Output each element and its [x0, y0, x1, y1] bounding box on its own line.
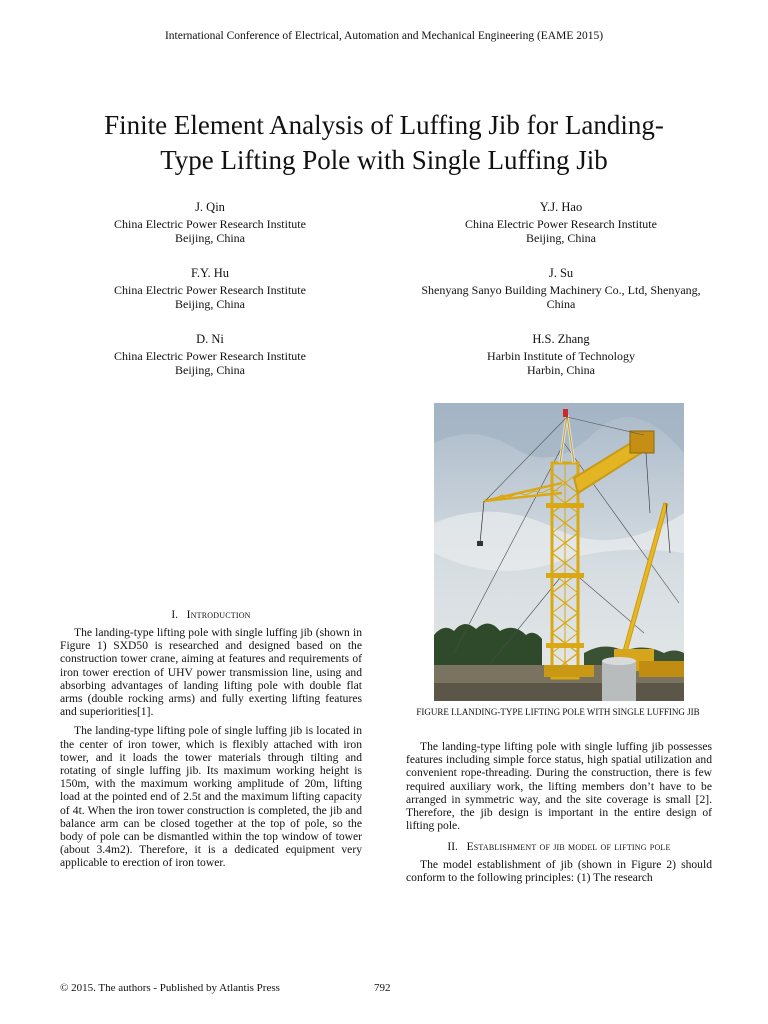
author-affiliation: China Electric Power Research Institute: [114, 283, 306, 297]
ground-shadow: [434, 683, 684, 701]
footer-copyright: © 2015. The authors - Published by Atlantis Press: [60, 982, 280, 994]
intro-paragraph-1: The landing-type lifting pole with single luffing jib (shown in Figure 1) SXD50 is researched and designed based on the construction tower crane, aiming at features and requirements of iron tower erection of UHV power transmission line, using and absorbing advantages of landing lifting pole with double flat arms (double rocking arms) and fully exerting lifting features and superiorities[1].: [60, 626, 362, 719]
flag-marker: [563, 409, 568, 417]
author-affiliation: China Electric Power Research Institute: [114, 349, 306, 363]
section-1-title: Introduction: [186, 609, 251, 621]
title-line-1: Finite Element Analysis of Luffing Jib for Landing-: [104, 110, 664, 140]
author-name: D. Ni: [196, 332, 224, 346]
author-location: Beijing, China: [526, 231, 596, 245]
left-column-body: [60, 626, 362, 870]
section-2-heading: [406, 841, 712, 853]
author-affiliation: Harbin Institute of Technology: [487, 349, 635, 363]
section-1-heading: [60, 609, 362, 621]
author-block-4: [408, 266, 714, 311]
author-block-1: [60, 200, 360, 245]
author-name: F.Y. Hu: [190, 266, 230, 280]
section-2-title: Establishment of jib model of lifting pole: [466, 841, 671, 853]
author-name: J. Su: [548, 266, 574, 280]
page-number: 792: [374, 982, 391, 994]
author-block-6: [408, 332, 714, 377]
crane-photo-illustration: [434, 403, 684, 701]
author-location: Beijing, China: [175, 231, 245, 245]
author-name: Y.J. Hao: [539, 200, 583, 214]
right-column-body: [406, 740, 712, 832]
author-location: Beijing, China: [175, 297, 245, 311]
figure-1-caption: FIGURE I.LANDING-TYPE LIFTING POLE WITH SINGLE LUFFING JIB: [416, 707, 700, 717]
right-paragraph-2: The model establishment of jib (shown in Figure 2) should conform to the following principles: (1) The research: [406, 858, 712, 885]
author-name: H.S. Zhang: [532, 332, 590, 346]
author-location: Beijing, China: [175, 363, 245, 377]
author-block-5: [60, 332, 360, 377]
right-column-body-2: [406, 858, 712, 884]
title-line-2: Type Lifting Pole with Single Luffing Jib: [160, 145, 608, 175]
intro-paragraph-2: The landing-type lifting pole of single luffing jib is located in the center of iron tower, which is flexibly attached with iron tower, and it loads the tower materials through tilting and rotating of single luffing jib. Its maximum working height is 150m, with the maximum working amplitude of 20m, lifting load at the pointed end of 2.5t and the maximum lifting capacity of 4t. When the iron tower construction is completed, the jib and balance arm can be closed together at the top of pole, so the body of pole can be dismantled within the top window of tower (about 3.4m2). Therefore, it is a dedicated equipment very applicable to erection of iron tower.: [60, 724, 362, 870]
section-2-number: II.: [447, 841, 458, 853]
author-affiliation: Shenyang Sanyo Building Machinery Co., Ltd, Shenyang,: [421, 283, 701, 297]
paper-title: [40, 108, 728, 178]
author-affiliation: China Electric Power Research Institute: [114, 217, 306, 231]
author-block-2: [408, 200, 714, 245]
conference-header: International Conference of Electrical, Automation and Mechanical Engineering (EAME 2015): [164, 30, 604, 42]
author-location: Harbin, China: [527, 363, 595, 377]
section-1-number: I.: [171, 609, 179, 621]
figure-1-photo: [434, 403, 684, 701]
author-block-3: [60, 266, 360, 311]
author-location: China: [546, 297, 576, 311]
author-name: J. Qin: [195, 200, 225, 214]
right-paragraph-1: The landing-type lifting pole with single luffing jib possesses features including simple force status, high spatial utilization and convenient rope-threading. During the construction, there is few required auxiliary work, the lifting members don’t have to be arranged in symmetric way, and the site coverage is small [2]. Therefore, the jib design is important in the entire design of lifting pole.: [406, 740, 712, 833]
author-affiliation: China Electric Power Research Institute: [465, 217, 657, 231]
